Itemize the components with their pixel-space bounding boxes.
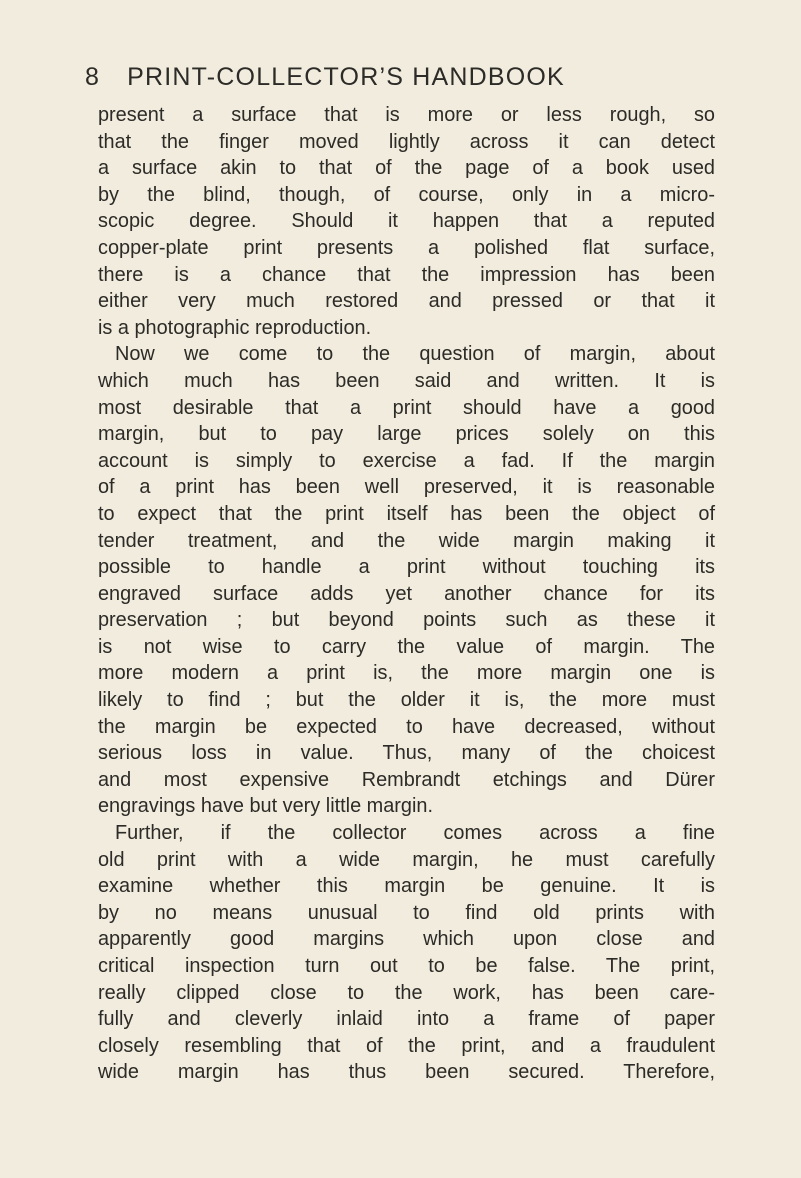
text-line: account is simply to exercise a fad. If the margin — [98, 449, 715, 472]
text-line: there is a chance that the impression has been — [98, 263, 715, 286]
text-line: old print with a wide margin, he must carefully — [98, 848, 715, 871]
text-line: apparently good margins which upon close and — [98, 928, 715, 951]
text-line: engraved surface adds yet another chance for its — [98, 582, 715, 605]
text-line: either very much restored and pressed or that it — [98, 290, 715, 313]
text-line: serious loss in value. Thus, many of the choicest — [98, 742, 715, 765]
text-line: to expect that the print itself has been the object of — [98, 502, 715, 525]
text-line: tender treatment, and the wide margin making it — [98, 529, 715, 552]
text-line: that the finger moved lightly across it can detect — [98, 130, 715, 153]
text-line: of a print has been well preserved, it is reasonable — [98, 476, 715, 499]
text-line: is not wise to carry the value of margin. The — [98, 635, 715, 658]
book-title: PRINT-COLLECTOR’S HANDBOOK — [127, 63, 565, 91]
text-line: present a surface that is more or less rough, so — [98, 104, 715, 126]
page-number: 8 — [85, 63, 101, 91]
text-line: and most expensive Rembrandt etchings and Dürer — [98, 768, 715, 791]
text-line: is a photographic reproduction. — [98, 316, 372, 339]
text-line: engravings have but very little margin. — [98, 795, 433, 818]
text-line: copper-plate print presents a polished flat surface, — [98, 236, 715, 259]
text-line: a surface akin to that of the page of a book used — [98, 157, 715, 180]
body-text — [98, 102, 715, 1086]
text-line: by the blind, though, of course, only in a micro- — [98, 183, 715, 206]
text-line: wide margin has thus been secured. Therefore, — [98, 1061, 715, 1084]
text-line: more modern a print is, the more margin one is — [98, 662, 715, 685]
text-line: scopic degree. Should it happen that a reputed — [98, 210, 715, 233]
text-line: likely to find ; but the older it is, the more must — [98, 689, 715, 712]
text-line: critical inspection turn out to be false. The print, — [98, 955, 715, 977]
running-head — [85, 60, 725, 94]
text-line: by no means unusual to find old prints with — [98, 901, 715, 924]
text-line: Now we come to the question of margin, about — [115, 343, 715, 366]
text-line: really clipped close to the work, has been care- — [98, 981, 715, 1004]
text-line: the margin be expected to have decreased, without — [98, 715, 715, 738]
text-line: preservation ; but beyond points such as these it — [98, 609, 715, 632]
text-line: most desirable that a print should have a good — [98, 396, 715, 419]
text-line: possible to handle a print without touching its — [98, 556, 715, 579]
text-line: Further, if the collector comes across a fine — [115, 822, 715, 845]
text-line: closely resembling that of the print, and a fraudulent — [98, 1034, 715, 1057]
text-line: which much has been said and written. It is — [98, 369, 715, 392]
text-line: margin, but to pay large prices solely on this — [98, 423, 715, 446]
text-line: examine whether this margin be genuine. It is — [98, 875, 715, 898]
text-line: fully and cleverly inlaid into a frame of paper — [98, 1008, 715, 1031]
